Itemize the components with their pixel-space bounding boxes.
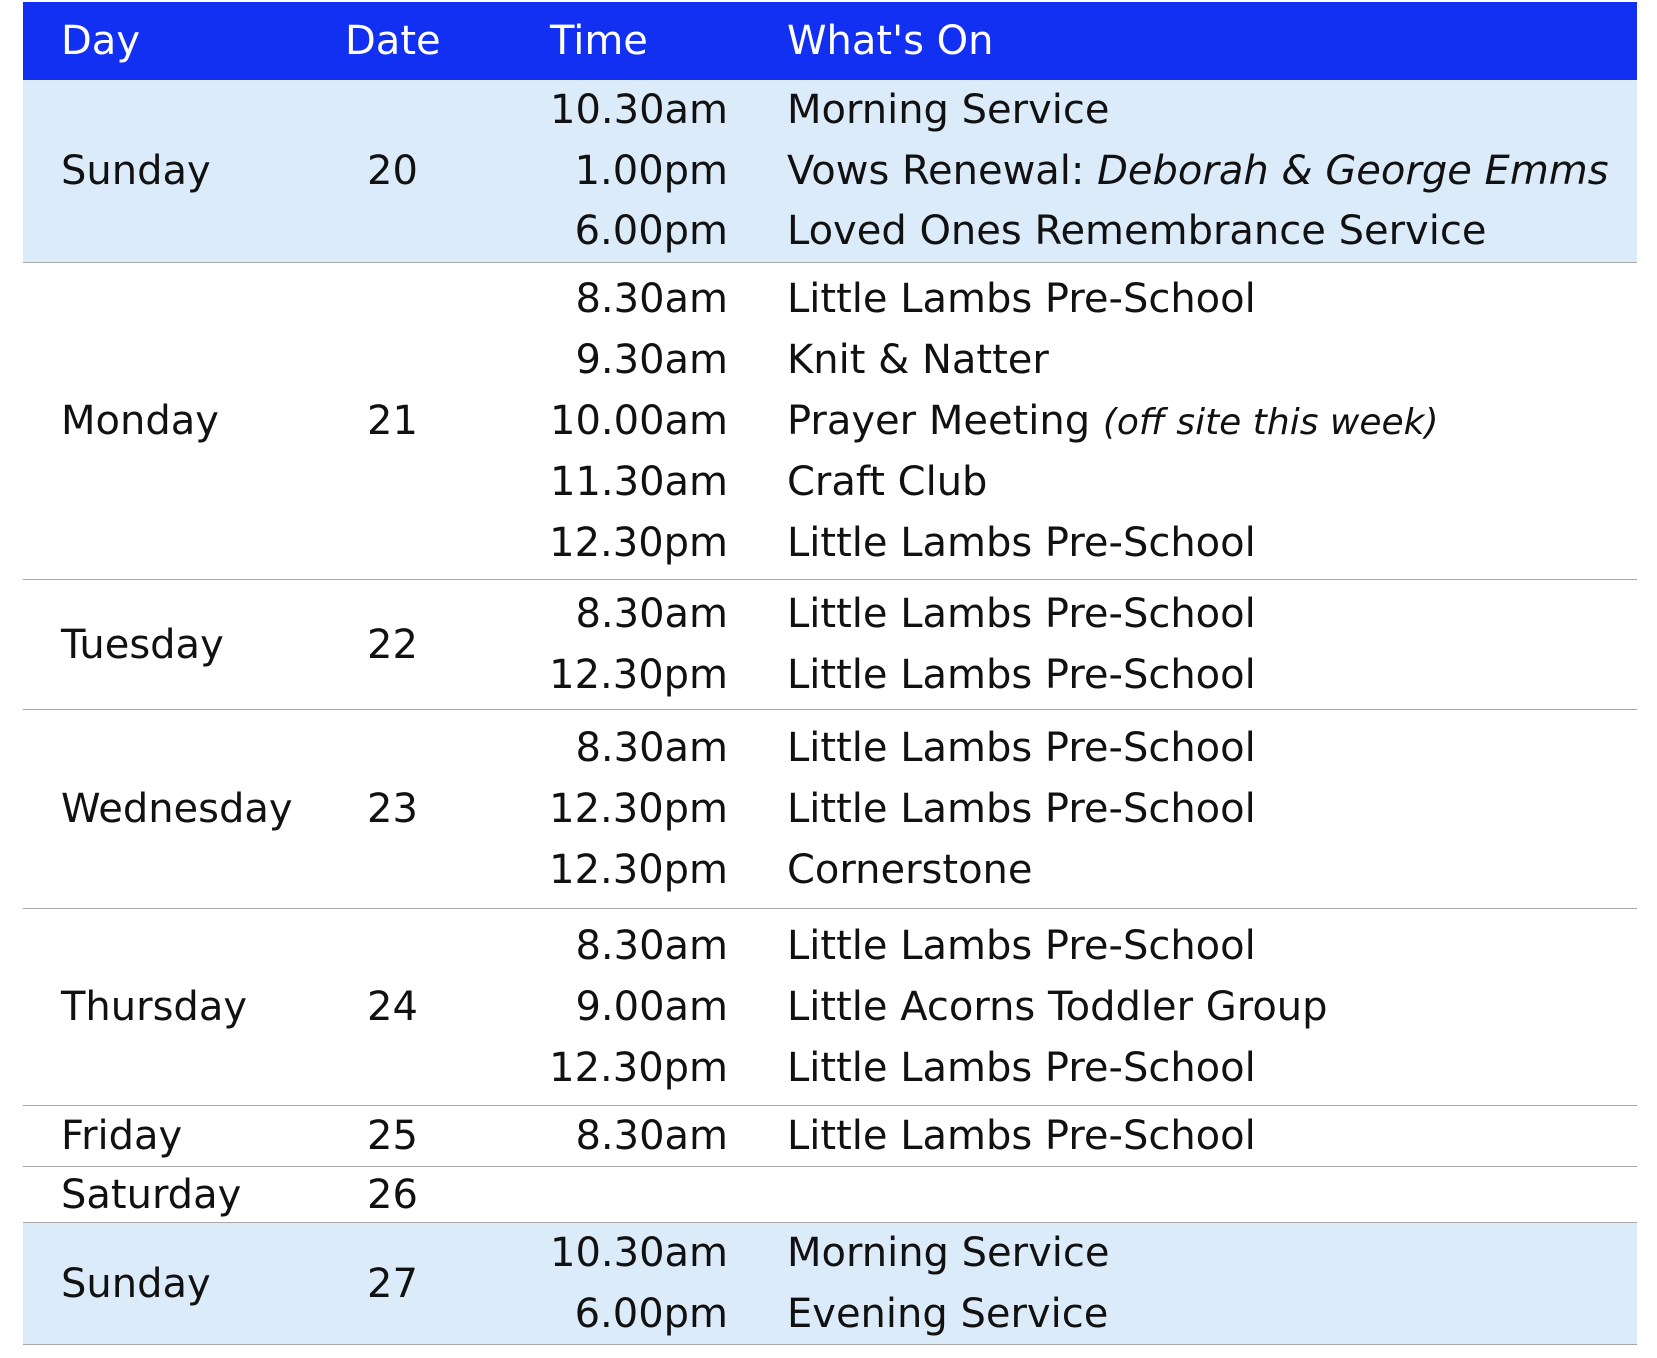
header-date: Date	[345, 18, 441, 64]
event-row	[23, 201, 1637, 262]
event-list	[23, 263, 1637, 579]
event-row	[23, 452, 1637, 513]
event-title-text: Cornerstone	[787, 846, 1033, 893]
event-time: 12.30pm	[549, 785, 728, 832]
day-label: Tuesday	[61, 621, 224, 668]
event-row	[23, 1038, 1637, 1099]
date-label: 25	[367, 1113, 418, 1159]
event-time: 12.30pm	[549, 651, 728, 698]
event-time: 8.30am	[575, 1113, 728, 1159]
event-row	[23, 779, 1637, 840]
event-row	[23, 1106, 1637, 1166]
day-group-friday-25	[23, 1106, 1637, 1167]
day-group-sunday-27	[23, 1223, 1637, 1345]
event-title-text: Prayer Meeting	[787, 397, 1103, 444]
day-group-sunday-20	[23, 80, 1637, 263]
event-time: 8.30am	[575, 922, 728, 969]
table-body	[23, 80, 1637, 1345]
event-title-text: Little Lambs Pre-School	[787, 785, 1256, 832]
date-label: 24	[367, 984, 418, 1030]
event-title	[787, 80, 1109, 141]
event-row	[23, 141, 1637, 202]
day-label: Thursday	[61, 984, 247, 1030]
event-row	[23, 391, 1637, 452]
event-title	[787, 718, 1256, 779]
day-group-monday-21	[23, 263, 1637, 580]
event-title	[787, 141, 1609, 202]
event-title-text: Little Lambs Pre-School	[787, 519, 1256, 566]
event-title	[787, 584, 1256, 645]
event-title	[787, 977, 1328, 1038]
event-row	[23, 977, 1637, 1038]
event-time: 10.00am	[550, 397, 728, 444]
event-time: 6.00pm	[574, 208, 728, 255]
event-title-text: Craft Club	[787, 458, 988, 505]
event-title-text: Little Lambs Pre-School	[787, 922, 1256, 969]
event-list	[23, 1223, 1637, 1344]
event-time: 8.30am	[575, 275, 728, 322]
event-time: 6.00pm	[574, 1290, 728, 1337]
day-label: Monday	[61, 398, 219, 444]
event-time: 8.30am	[575, 724, 728, 771]
event-title-text: Little Lambs Pre-School	[787, 724, 1256, 771]
event-title-text: Morning Service	[787, 87, 1110, 133]
day-group-tuesday-22	[23, 580, 1637, 710]
date-label: 27	[367, 1260, 418, 1307]
event-note: (off site this week)	[1102, 401, 1439, 443]
event-list	[23, 580, 1637, 709]
header-day: Day	[61, 18, 140, 64]
event-title	[787, 840, 1033, 901]
day-label: Friday	[61, 1113, 183, 1159]
event-list	[23, 1167, 1637, 1222]
table-header	[23, 2, 1637, 80]
event-time: 12.30pm	[549, 1044, 728, 1091]
event-list	[23, 909, 1637, 1105]
event-title	[787, 1284, 1108, 1345]
event-title-text: Little Lambs Pre-School	[787, 651, 1256, 698]
event-row	[23, 1223, 1637, 1284]
event-time: 9.00am	[575, 983, 728, 1030]
event-list	[23, 80, 1637, 262]
event-title	[787, 779, 1256, 840]
event-title-text: Little Lambs Pre-School	[787, 1113, 1256, 1159]
event-title-text: Little Acorns Toddler Group	[787, 983, 1328, 1030]
event-title-text: Vows Renewal:	[787, 147, 1098, 194]
schedule-table	[23, 2, 1637, 1345]
event-title-italic: Deborah & George Emms	[1097, 147, 1609, 194]
event-title	[787, 201, 1486, 262]
event-row	[23, 645, 1637, 706]
date-label: 20	[367, 148, 418, 194]
event-title-text: Morning Service	[787, 1230, 1110, 1276]
event-title	[787, 391, 1439, 453]
day-label: Sunday	[61, 1260, 211, 1307]
event-title-text: Knit & Natter	[787, 336, 1049, 383]
event-title-text: Evening Service	[787, 1290, 1109, 1337]
event-title	[787, 330, 1049, 391]
event-row	[23, 1284, 1637, 1345]
date-label: 26	[367, 1171, 418, 1218]
event-time: 1.00pm	[574, 147, 728, 194]
event-row	[23, 269, 1637, 330]
event-title	[787, 269, 1256, 330]
event-title-text: Little Lambs Pre-School	[787, 590, 1256, 637]
event-title-text: Loved Ones Remembrance Service	[787, 208, 1487, 255]
event-title	[787, 513, 1256, 574]
event-title	[787, 1106, 1256, 1167]
event-title	[787, 645, 1256, 706]
header-whats-on: What's On	[787, 18, 994, 64]
event-row	[23, 718, 1637, 779]
day-group-wednesday-23	[23, 710, 1637, 909]
day-label: Wednesday	[61, 786, 293, 832]
event-list	[23, 710, 1637, 908]
day-label: Saturday	[61, 1171, 242, 1218]
event-time: 12.30pm	[549, 519, 728, 566]
event-row	[23, 916, 1637, 977]
event-title	[787, 916, 1256, 977]
date-label: 21	[367, 398, 418, 444]
event-row	[23, 80, 1637, 141]
event-time: 8.30am	[575, 590, 728, 637]
day-group-thursday-24	[23, 909, 1637, 1106]
event-title	[787, 452, 987, 513]
event-row	[23, 584, 1637, 645]
event-row	[23, 840, 1637, 901]
event-row	[23, 513, 1637, 574]
event-title-text: Little Lambs Pre-School	[787, 1044, 1256, 1091]
event-title	[787, 1038, 1256, 1099]
event-time: 12.30pm	[549, 846, 728, 893]
event-list	[23, 1106, 1637, 1166]
event-time: 10.30am	[550, 1230, 728, 1276]
day-label: Sunday	[61, 148, 211, 194]
event-time: 10.30am	[550, 87, 728, 133]
event-time: 9.30am	[575, 336, 728, 383]
header-time: Time	[550, 18, 648, 64]
event-title-text: Little Lambs Pre-School	[787, 275, 1256, 322]
date-label: 23	[367, 786, 418, 832]
event-title	[787, 1223, 1109, 1284]
event-row	[23, 330, 1637, 391]
event-time: 11.30am	[550, 458, 728, 505]
day-group-saturday-26	[23, 1167, 1637, 1223]
date-label: 22	[367, 621, 418, 668]
